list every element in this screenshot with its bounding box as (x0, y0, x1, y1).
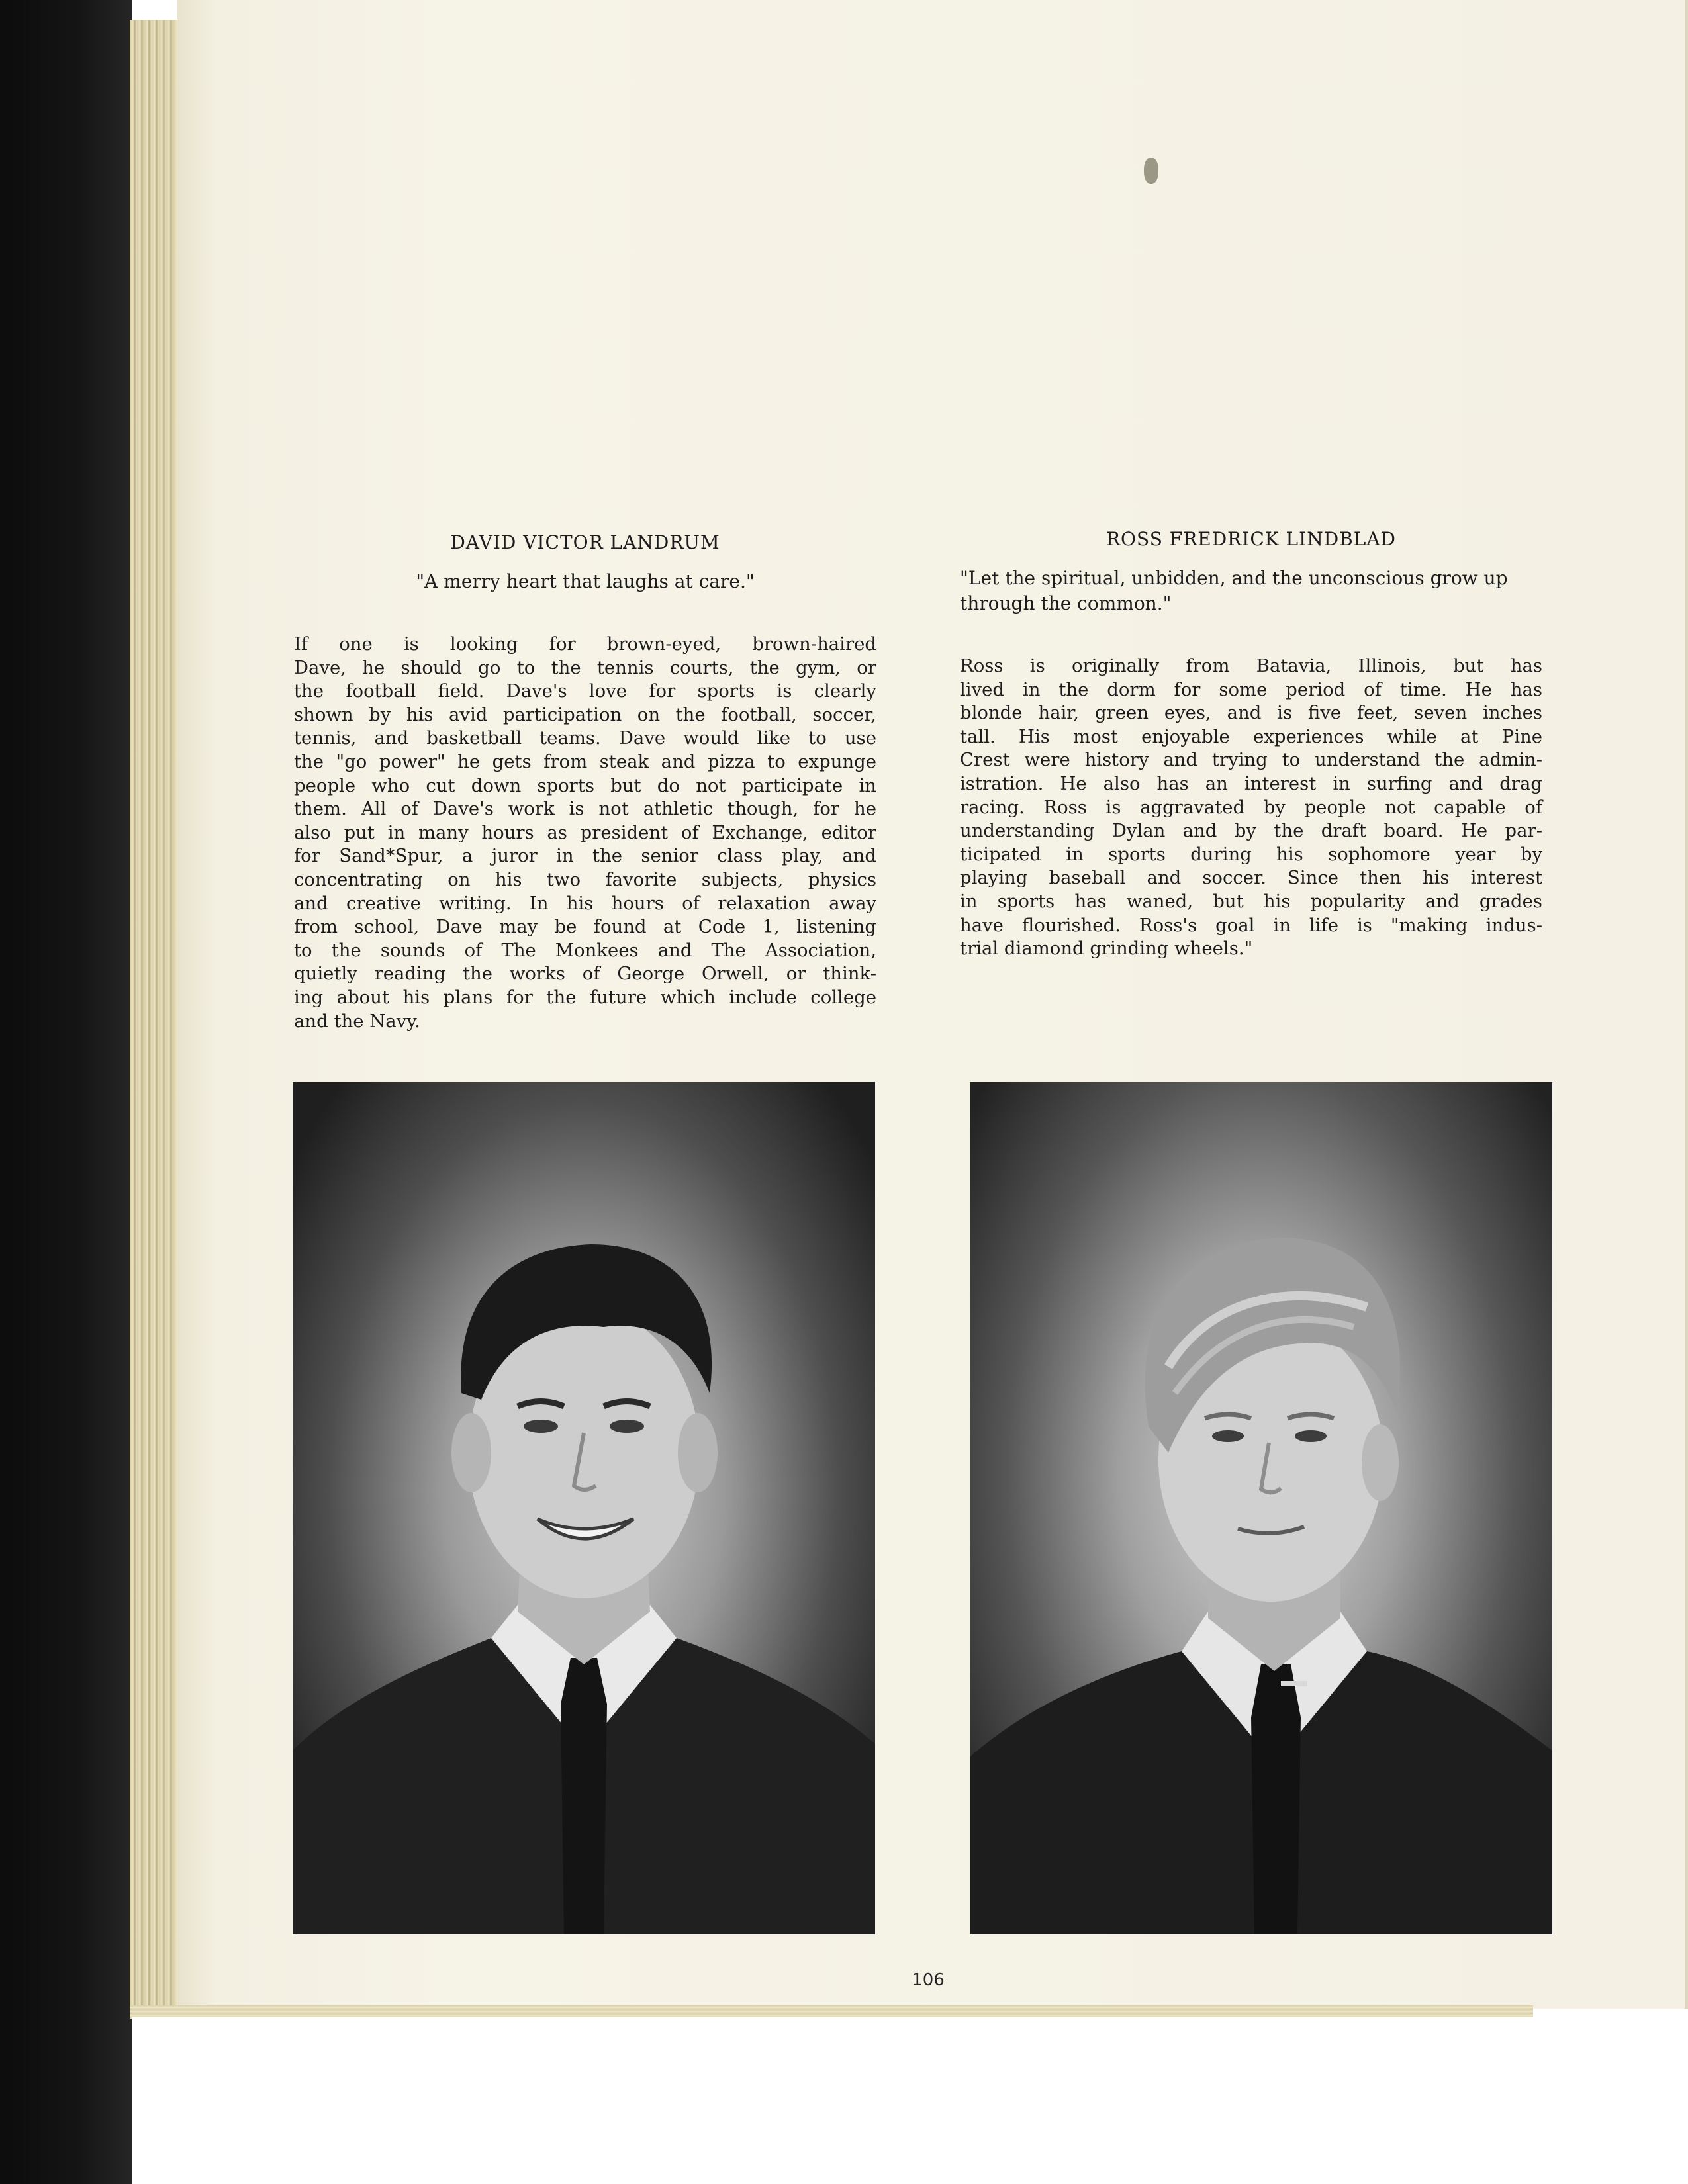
bio-line: from school, Dave may be found at Code 1, listening (294, 916, 876, 938)
bio-line: Crest were history and trying to understand the admin- (960, 749, 1542, 771)
bio-line: lived in the dorm for some period of time. He has (960, 678, 1542, 700)
bio-line: ticipated in sports during his sophomore year by (960, 843, 1542, 865)
bio-line: them. All of Dave's work is not athletic though, for he (294, 798, 876, 820)
landrum-portrait-illustration (293, 1082, 875, 1934)
page-edges (130, 20, 179, 2019)
book-spine-shadow (0, 0, 132, 2184)
lindblad-bio (960, 655, 1542, 961)
bio-line: playing baseball and soccer. Since then his interest (960, 867, 1542, 889)
bio-line: the football field. Dave's love for sports is clearly (294, 680, 876, 702)
bio-line: quietly reading the works of George Orwell, or think- (294, 963, 876, 985)
bio-line: blonde hair, green eyes, and is five feet, seven inches (960, 702, 1542, 724)
landrum-entry (294, 529, 876, 1033)
bio-line: understanding Dylan and by the draft board. He par- (960, 820, 1542, 842)
bio-line: racing. Ross is aggravated by people not capable of (960, 796, 1542, 818)
page-number: 106 (912, 1970, 945, 1990)
bio-line: istration. He also has an interest in surfing and drag (960, 772, 1542, 794)
bio-line: trial diamond grinding wheels." (960, 938, 1253, 960)
ink-smudge (1144, 158, 1158, 184)
bio-line: and creative writing. In his hours of relaxation away (294, 892, 876, 914)
landrum-portrait-photo (293, 1082, 875, 1934)
bio-line: people who cut down sports but do not participate in (294, 774, 876, 796)
bio-line: tall. His most enjoyable experiences while at Pine (960, 725, 1542, 747)
lindblad-entry (960, 526, 1542, 961)
landrum-bio (294, 633, 876, 1033)
bio-line: concentrating on his two favorite subjects, physics (294, 868, 876, 890)
landrum-name: DAVID VICTOR LANDRUM (450, 531, 720, 553)
bio-line: Dave, he should go to the tennis courts, the gym, or (294, 657, 876, 678)
page-right-edge (1685, 0, 1688, 2009)
lindblad-quote: "Let the spiritual, unbidden, and the unconscious grow up through the common." (960, 567, 1508, 614)
landrum-quote: "A merry heart that laughs at care." (416, 570, 755, 592)
bio-line: shown by his avid participation on the football, soccer, (294, 704, 876, 725)
bio-line: in sports has waned, but his popularity and grades (960, 890, 1542, 912)
bio-line: ing about his plans for the future which include college (294, 986, 876, 1008)
bio-line: If one is looking for brown-eyed, brown-haired (294, 633, 876, 655)
bio-line: tennis, and basketball teams. Dave would like to use (294, 727, 876, 749)
bio-line: and the Navy. (294, 1010, 420, 1032)
bio-line: to the sounds of The Monkees and The Association, (294, 939, 876, 961)
scan-margin (132, 2017, 1688, 2184)
lindblad-portrait-photo (970, 1082, 1552, 1934)
bio-line: the "go power" he gets from steak and pizza to expunge (294, 751, 876, 772)
bio-line: for Sand*Spur, a juror in the senior class play, and (294, 845, 876, 867)
lindblad-name: ROSS FREDRICK LINDBLAD (1105, 528, 1397, 550)
bio-line: Ross is originally from Batavia, Illinois, but has (960, 655, 1542, 676)
lindblad-portrait-illustration (970, 1082, 1552, 1934)
bio-line: have flourished. Ross's goal in life is "making indus- (960, 914, 1542, 936)
page-edges-bottom (130, 2005, 1533, 2017)
bio-line: also put in many hours as president of Exchange, editor (294, 821, 876, 843)
